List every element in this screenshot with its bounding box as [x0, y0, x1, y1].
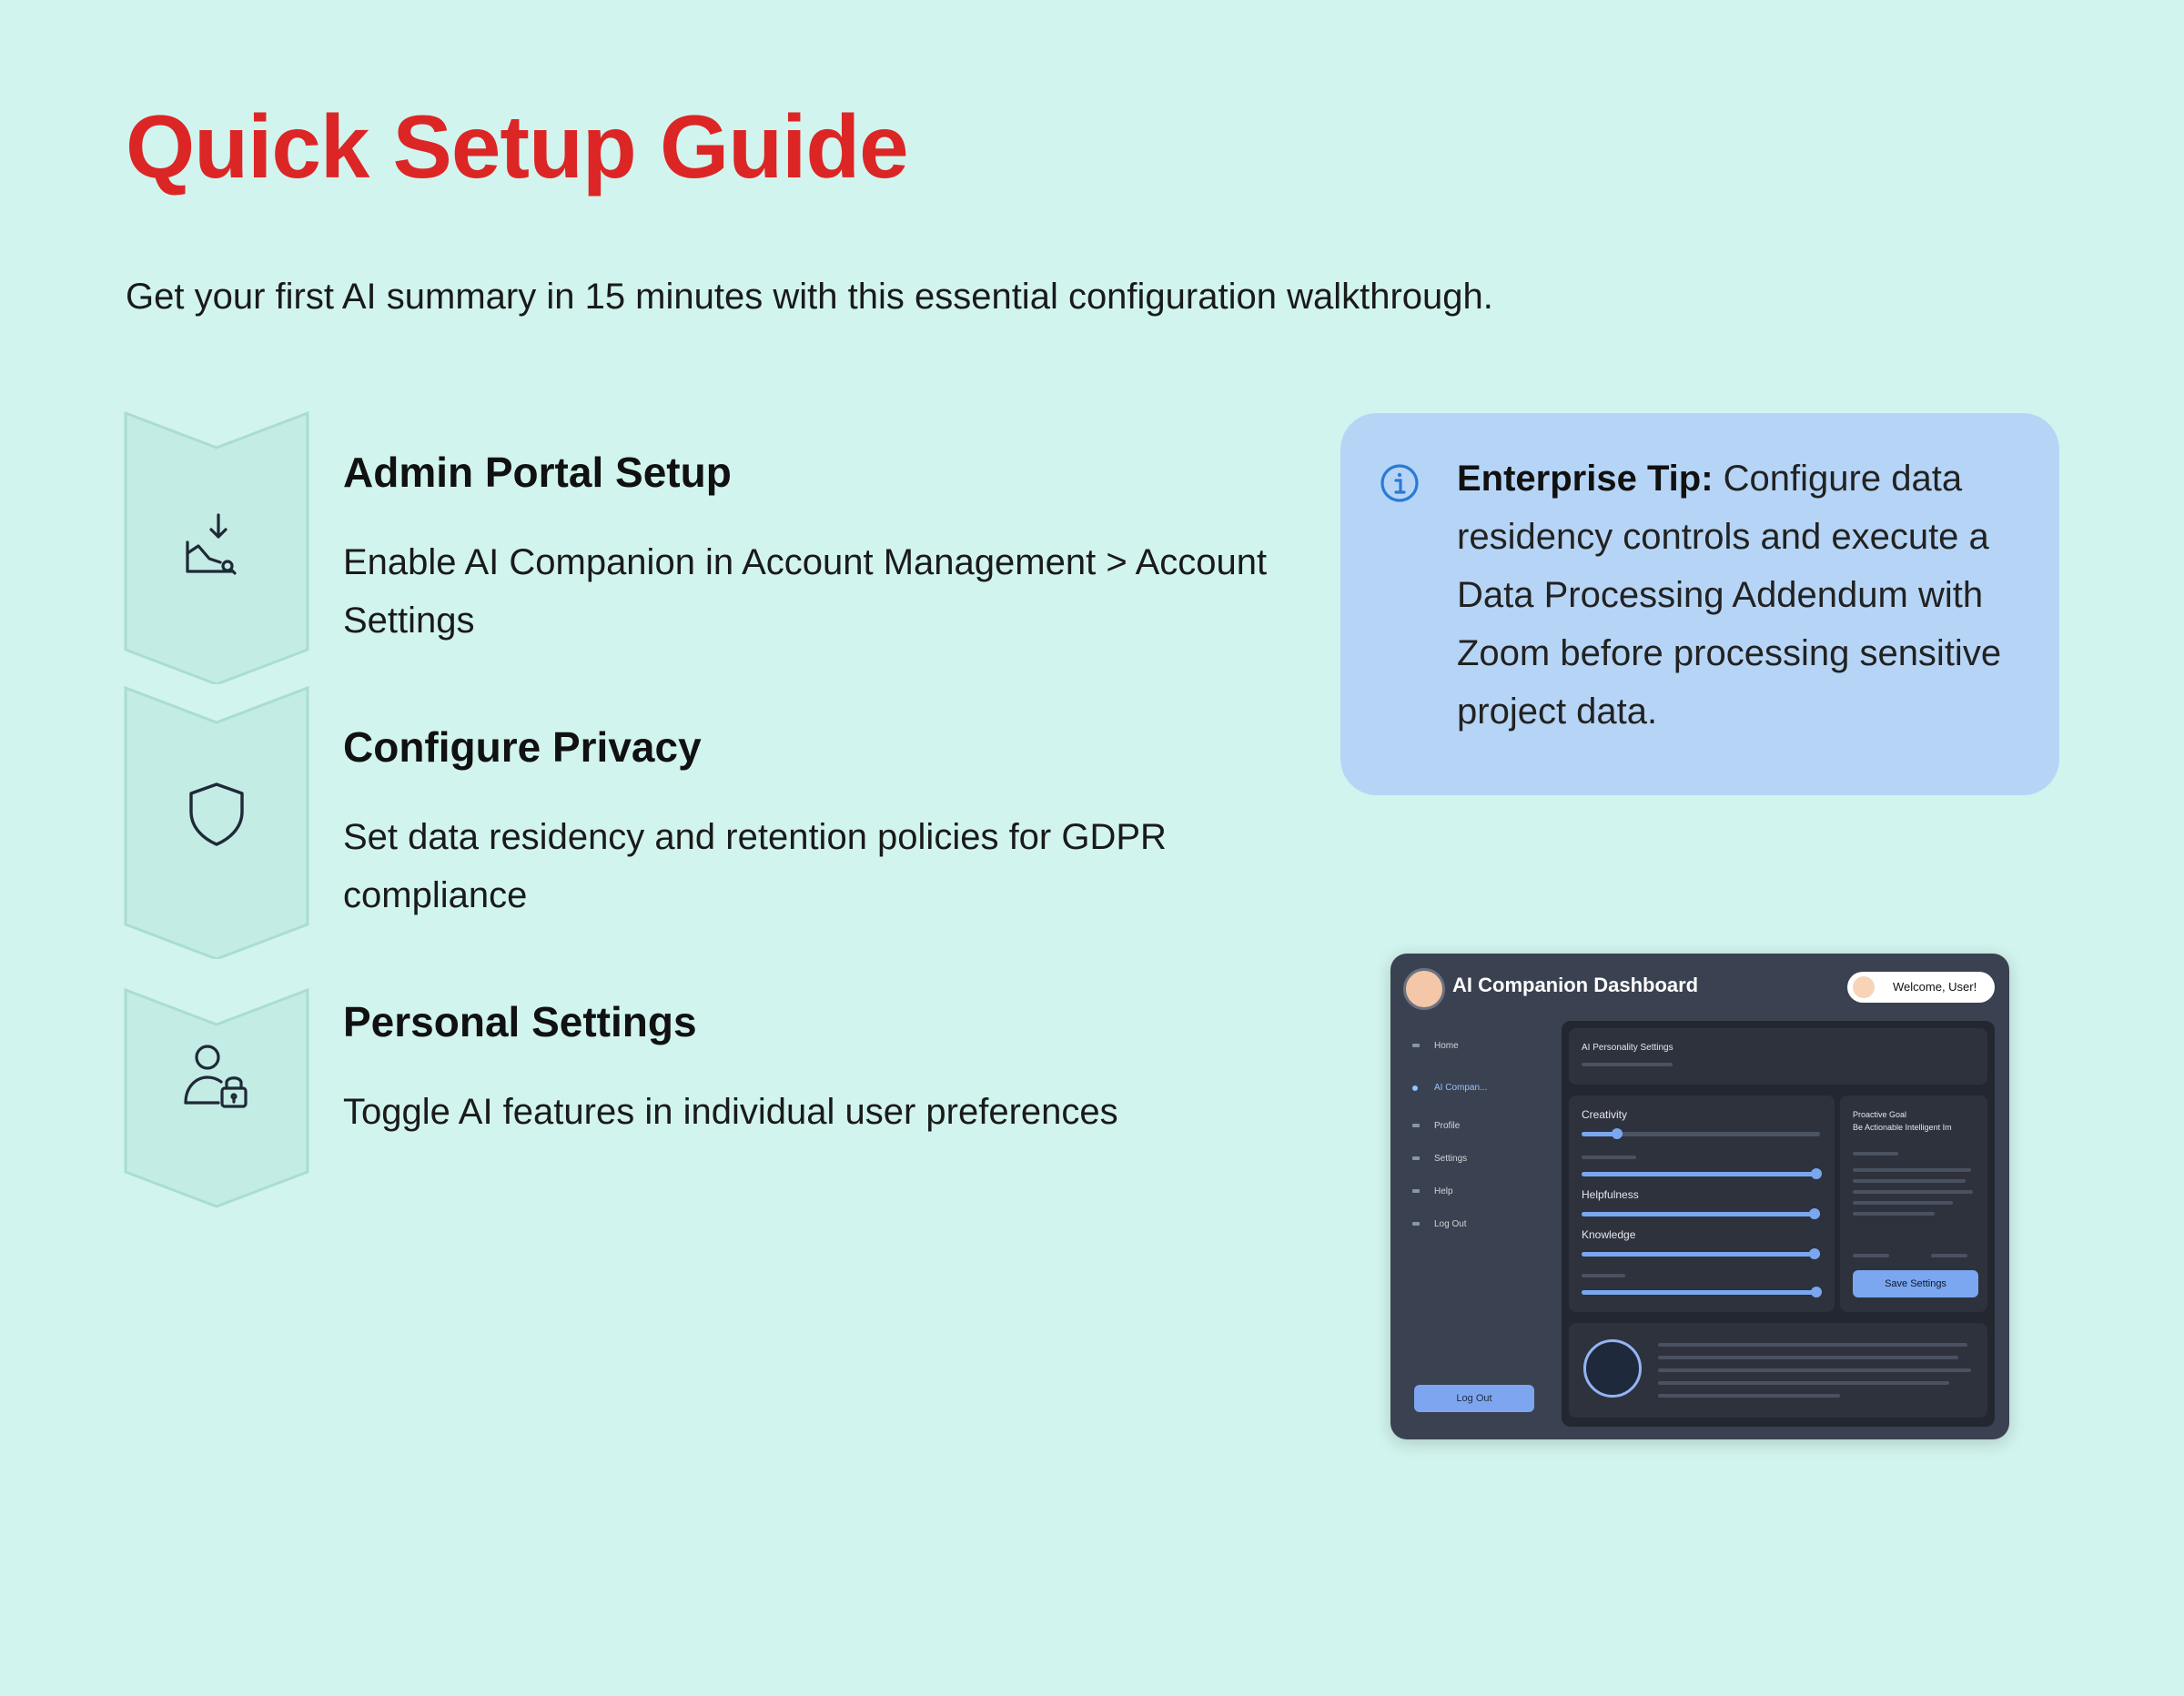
dashboard-main: [1562, 1021, 1995, 1427]
slider-fill: [1582, 1212, 1820, 1216]
slider-knob: [1811, 1287, 1822, 1297]
placeholder-line: [1658, 1356, 1958, 1359]
slider-label: Helpfulness: [1582, 1188, 1639, 1201]
placeholder-line: [1853, 1201, 1953, 1205]
step-title: Admin Portal Setup: [343, 449, 732, 496]
sliders-panel: [1569, 1095, 1835, 1312]
user-lock-icon: [178, 1039, 255, 1116]
tip-label: Enterprise Tip:: [1457, 459, 1714, 499]
step-configure-privacy: [124, 686, 1307, 959]
avatar: [1853, 976, 1875, 998]
placeholder-line: [1582, 1274, 1625, 1277]
step-personal-settings: [124, 961, 1307, 1234]
placeholder-line: [1853, 1152, 1898, 1156]
step-description: Set data residency and retention policies for GDPR compliance: [343, 817, 1167, 915]
save-settings-button[interactable]: Save Settings: [1853, 1270, 1978, 1297]
sidebar-item-profile[interactable]: Profile: [1407, 1121, 1552, 1154]
tip-body: Configure data residency controls and execute a Data Processing Addendum with Zoom before processing sensitive project data.: [1457, 459, 2002, 732]
page-title: Quick Setup Guide: [126, 96, 908, 197]
welcome-badge: [1847, 972, 1995, 1003]
slider-label: Knowledge: [1582, 1228, 1636, 1241]
goal-title: Proactive Goal: [1853, 1110, 1907, 1119]
slider-fill: [1582, 1252, 1820, 1257]
download-chart-icon: [178, 510, 255, 586]
enterprise-tip-callout: [1340, 413, 2059, 795]
welcome-text: Welcome, User!: [1893, 980, 1977, 994]
step-title: Personal Settings: [343, 998, 697, 1045]
placeholder-line: [1853, 1168, 1971, 1172]
helpfulness-slider[interactable]: [1582, 1212, 1820, 1216]
personality-header: AI Personality Settings: [1582, 1043, 1673, 1053]
placeholder-line: [1853, 1179, 1966, 1183]
secondary-slider[interactable]: [1582, 1172, 1820, 1176]
step-description: Toggle AI features in individual user preferences: [343, 1092, 1118, 1132]
sidebar-item-settings[interactable]: Settings: [1407, 1154, 1552, 1186]
extra-slider[interactable]: [1582, 1290, 1820, 1295]
placeholder-line: [1658, 1381, 1949, 1385]
shield-icon: [178, 775, 255, 852]
logout-button[interactable]: Log Out: [1414, 1385, 1534, 1412]
slider-fill: [1582, 1172, 1820, 1176]
placeholder-line: [1658, 1394, 1840, 1398]
placeholder-line: [1853, 1212, 1935, 1216]
robot-avatar-icon: [1583, 1339, 1642, 1398]
knowledge-slider[interactable]: [1582, 1252, 1820, 1257]
dashboard-preview: [1390, 954, 2009, 1439]
goal-subtitle: Be Actionable Intelligent Im: [1853, 1123, 1952, 1132]
slider-label: Creativity: [1582, 1108, 1628, 1121]
step-description: Enable AI Companion in Account Management > Account Settings: [343, 542, 1268, 641]
goal-panel: [1840, 1095, 1987, 1312]
placeholder-line: [1853, 1254, 1889, 1257]
placeholder-line: [1853, 1190, 1973, 1194]
placeholder-line: [1658, 1368, 1971, 1372]
slider-knob: [1811, 1168, 1822, 1179]
slider-knob: [1809, 1248, 1820, 1259]
placeholder-line: [1582, 1156, 1636, 1159]
step-admin-portal-setup: [124, 411, 1307, 684]
sidebar-item-log-out[interactable]: Log Out: [1407, 1219, 1552, 1252]
tip-text: [1457, 449, 2030, 741]
creativity-slider[interactable]: [1582, 1132, 1820, 1136]
avatar: [1403, 968, 1445, 1010]
sidebar-item-help[interactable]: Help: [1407, 1186, 1552, 1219]
page-subtitle: Get your first AI summary in 15 minutes with this essential configuration walkthrough.: [126, 277, 1493, 317]
dashboard-title: AI Companion Dashboard: [1452, 974, 1699, 996]
assistant-panel: [1569, 1323, 1987, 1418]
placeholder-line: [1582, 1063, 1673, 1066]
slider-fill: [1582, 1290, 1820, 1295]
placeholder-line: [1658, 1343, 1967, 1347]
info-icon: [1379, 462, 1421, 504]
personality-header-panel: [1569, 1028, 1987, 1085]
sidebar-item-home[interactable]: Home: [1407, 1041, 1552, 1074]
sidebar-item-ai-companion[interactable]: AI Compan...: [1407, 1083, 1552, 1116]
step-title: Configure Privacy: [343, 723, 702, 771]
slider-knob: [1809, 1208, 1820, 1219]
slider-knob: [1612, 1128, 1623, 1139]
placeholder-line: [1931, 1254, 1967, 1257]
dashboard-sidebar: [1407, 1041, 1552, 1252]
